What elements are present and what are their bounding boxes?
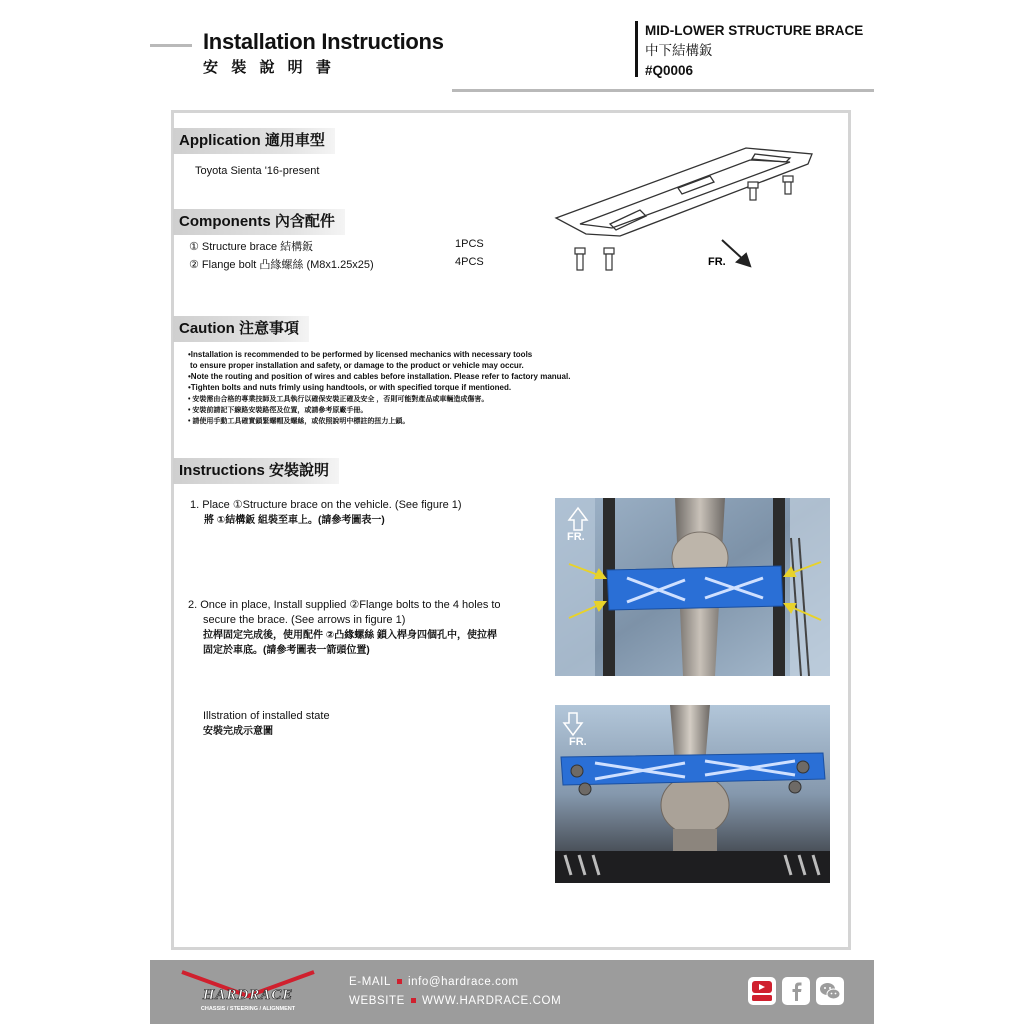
section-heading-caution: Caution 注意事項: [173, 316, 309, 342]
figure-2-photo: [555, 705, 830, 883]
figure-2-brace: [561, 753, 825, 785]
header-rule-right: [452, 89, 874, 92]
website-label: WEBSITE: [349, 995, 405, 1007]
caution-line: •Tighten bolts and nuts frimly using handtools, or with specified torque if mentioned.: [188, 383, 512, 392]
page-title: Installation Instructions: [203, 29, 444, 54]
header-rule-left: [150, 44, 192, 47]
component-item: ② Flange bolt 凸緣螺絲 (M8x1.25x25): [189, 259, 374, 271]
hardrace-logo: [178, 966, 320, 1014]
product-name: MID-LOWER STRUCTURE BRACE: [645, 23, 864, 38]
caution-line: •Installation is recommended to be performed by licensed mechanics with necessary tools: [188, 350, 533, 359]
brand-tagline: CHASSIS / STEERING / ALIGNMENT: [200, 1006, 296, 1012]
caution-line: • 安裝需由合格的專業技師及工具執行以確保安裝正確及安全 ，否則可能對產品或車輛造成傷害。: [188, 396, 489, 403]
component-qty: 4PCS: [455, 256, 484, 268]
website-url[interactable]: WWW.HARDRACE.COM: [421, 995, 562, 1007]
email-address[interactable]: info@hardrace.com: [407, 976, 519, 988]
figure-1-brace: [607, 566, 783, 610]
component-qty: 1PCS: [455, 238, 484, 250]
brand-name: HARDRACE: [202, 987, 294, 1003]
wechat-icon[interactable]: [816, 977, 844, 1005]
step-1-text: 1. Place ①Structure brace on the vehicle. (See figure 1): [190, 499, 462, 511]
page-title-zh: 安 裝 說 明 書: [203, 58, 335, 76]
product-info: [645, 21, 863, 81]
step-2-text: 2. Once in place, Install supplied ②Flange bolts to the 4 holes to: [188, 599, 501, 611]
section-heading-instructions: Instructions 安裝說明: [173, 458, 339, 484]
product-code: #Q0006: [645, 63, 694, 78]
component-item: ① Structure brace 結構鈑: [189, 241, 314, 253]
diagram-direction-label: FR.: [708, 256, 726, 268]
product-name-zh: 中下結構鈑: [645, 43, 713, 58]
figure-1-photo: [555, 498, 830, 676]
caution-line: to ensure proper installation and safety, or damage to the product or vehicle may occur.: [190, 361, 524, 370]
section-heading-application: Application 適用車型: [173, 128, 335, 154]
header-divider: [635, 21, 638, 77]
parts-diagram: [550, 140, 820, 280]
footer-website: [349, 995, 561, 1007]
step-2-text-zh: 固定於車底。(請參考圖表一箭頭位置): [203, 645, 370, 656]
caution-line: •Note the routing and position of wires and cables before installation. Please refer to factory manual.: [188, 372, 571, 381]
section-heading-components: Components 內含配件: [173, 209, 345, 235]
fig2-direction-label: FR.: [569, 736, 587, 748]
vehicle-fitment: Toyota Sienta '16-present: [195, 165, 320, 177]
structure-brace-drawing: [556, 148, 812, 236]
step-1-text-zh: 將 ①結構鈑 組裝至車上。(請參考圖表一): [204, 515, 385, 526]
bullet-icon: [411, 998, 416, 1003]
caution-line: • 安裝前請記下線路安裝路徑及位置，或請參考原廠手冊。: [188, 407, 368, 414]
installed-state-caption-zh: 安裝完成示意圖: [203, 726, 273, 737]
step-2-text-zh: 拉桿固定完成後，使用配件 ②凸緣螺絲 鎖入桿身四個孔中，使拉桿: [203, 630, 498, 641]
facebook-icon[interactable]: [782, 977, 810, 1005]
direction-arrow-icon: [722, 240, 750, 266]
fig1-direction-label: FR.: [567, 531, 585, 543]
youtube-icon[interactable]: [748, 977, 776, 1005]
footer-email: [349, 976, 519, 988]
step-2-text: secure the brace. (See arrows in figure 1): [203, 614, 406, 626]
email-label: E-MAIL: [349, 976, 391, 988]
bullet-icon: [397, 979, 402, 984]
installed-state-caption: Illstration of installed state: [203, 710, 330, 722]
caution-line: • 請使用手動工具確實鎖緊螺帽及螺絲，或依照說明中標註的扭力上鎖。: [188, 418, 410, 425]
